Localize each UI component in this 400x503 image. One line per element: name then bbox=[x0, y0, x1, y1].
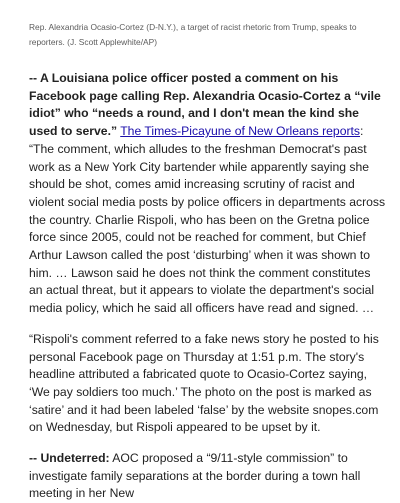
times-picayune-link[interactable]: The Times-Picayune of New Orleans reports bbox=[120, 124, 361, 139]
story-2-lead: -- Undeterred: bbox=[29, 451, 110, 466]
story-1-lead: -- A Louisiana police officer posted a comment on his Facebook page calling Rep. Alexandria Ocasio-Cortez a “vile idiot” who “needs a round, and I don't mean the kind she used to serve.” bbox=[29, 71, 381, 139]
story-1-quote-continued: “Rispoli's comment referred to a fake news story he posted to his personal Facebook page on Thursday at 1:51 p.m. The story's headline attributed a fabricated quote to Ocasio-Cortez saying, ‘We pay soldiers too much.’ The photo on the post is marked as ‘satire’ and it had been labeled ‘false’ by the website snopes.com on Wednesday, but Rispoli appeared to be upset by it. bbox=[29, 331, 379, 435]
story-1-body: : “The comment, which alludes to the freshman Democrat's past work as a New York City bartender while apparently saying she should be shot, comes amid increasing scrutiny of racist and violent social media posts by police officers in departments across the country. Charlie Rispoli, who has been on the Gretna police force since 2005, could not be reached for comment, but Chief Arthur Lawson called the post ‘disturbing’ when it was shown to him. … Lawson said he does not think the comment constitutes an actual threat, but it appears to violate the department's social media policy, which he said all officers have read and signed. … bbox=[29, 124, 386, 316]
story-2-body: AOC proposed a “9/11-style commission” to investigate family separations at the border during a town hall meeting in her New bbox=[29, 451, 361, 501]
story-2-paragraph bbox=[29, 450, 386, 503]
story-1-paragraph bbox=[29, 70, 386, 318]
photo-caption: Rep. Alexandria Ocasio-Cortez (D-N.Y.), a target of racist rhetoric from Trump, speaks to reporters. (J. Scott Applewhite/AP) bbox=[29, 22, 357, 47]
